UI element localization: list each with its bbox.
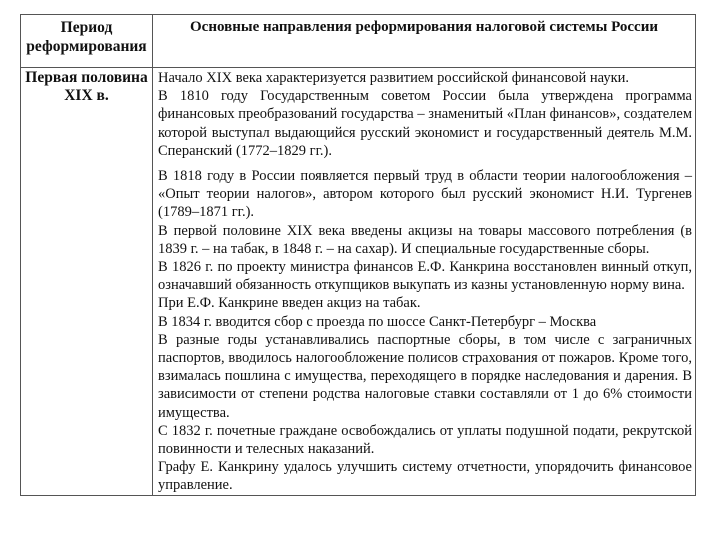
paragraph-finance-science: Начало XIX века характеризуется развитием российской финансовой науки. bbox=[158, 70, 630, 86]
header-period: Период реформирования bbox=[26, 19, 147, 55]
paragraph-road-toll: В 1834 г. вводится сбор с проезда по шоссе Санкт-Петербург – Москва bbox=[158, 313, 597, 330]
header-divider bbox=[21, 67, 695, 68]
period-cell: Первая половина XIX в. bbox=[25, 69, 148, 104]
paragraph-wine-farming: В 1826 г. по проекту министра финансов Е.Ф. Канкрина восстановлен винный откуп, означавший обязанность откупщиков выкупать из казны установленную норму вина. bbox=[158, 259, 692, 294]
paragraph-kankrin-reporting: Графу Е. Канкрину удалось улучшить систему отчетности, упорядочить финансовое управление. bbox=[158, 459, 692, 494]
paragraph-speransky-plan: В 1810 году Государственным советом России была утверждена программа финансовых преобразований государства – знаменитый «План финансов», создателем которой выступал выдающийся русский экономист и государственный деятель М.М. Сперанский (1772–1829 гг.). bbox=[158, 88, 692, 159]
column-divider bbox=[152, 15, 153, 495]
paragraph-turgenev: В 1818 году в России появляется первый труд в области теории налогообложения – «Опыт теории налогов», автором которого был русский экономист Н.И. Тургенев (1789–1871 гг.). bbox=[158, 168, 692, 221]
paragraph-excise: В первой половине XIX века введены акцизы на товары массового потребления (в 1839 г. – на табак, в 1848 г. – на сахар). И специальные государственные сборы. bbox=[158, 222, 692, 257]
reform-table bbox=[20, 14, 696, 496]
paragraph-passport-fees: В разные годы устанавливались паспортные сборы, в том числе с заграничных паспортов, вводилось налогообложение полисов страхования от пожаров. Кроме того, взималась пошлина с имущества, переходящего в порядке наследования и дарения. В зависимости от степени родства налоговые ставки составляли от 1 до 6% стоимости имущества. bbox=[158, 331, 692, 421]
header-directions: Основные направления реформирования налоговой системы России bbox=[190, 19, 658, 35]
paragraph-honorary-citizens: С 1832 г. почетные граждане освобождались от уплаты подушной подати, рекрутской повинности и телесных наказаний. bbox=[158, 422, 692, 458]
paragraph-tobacco-excise: При Е.Ф. Канкрине введен акциз на табак. bbox=[158, 295, 421, 312]
directions-cell bbox=[158, 69, 692, 495]
